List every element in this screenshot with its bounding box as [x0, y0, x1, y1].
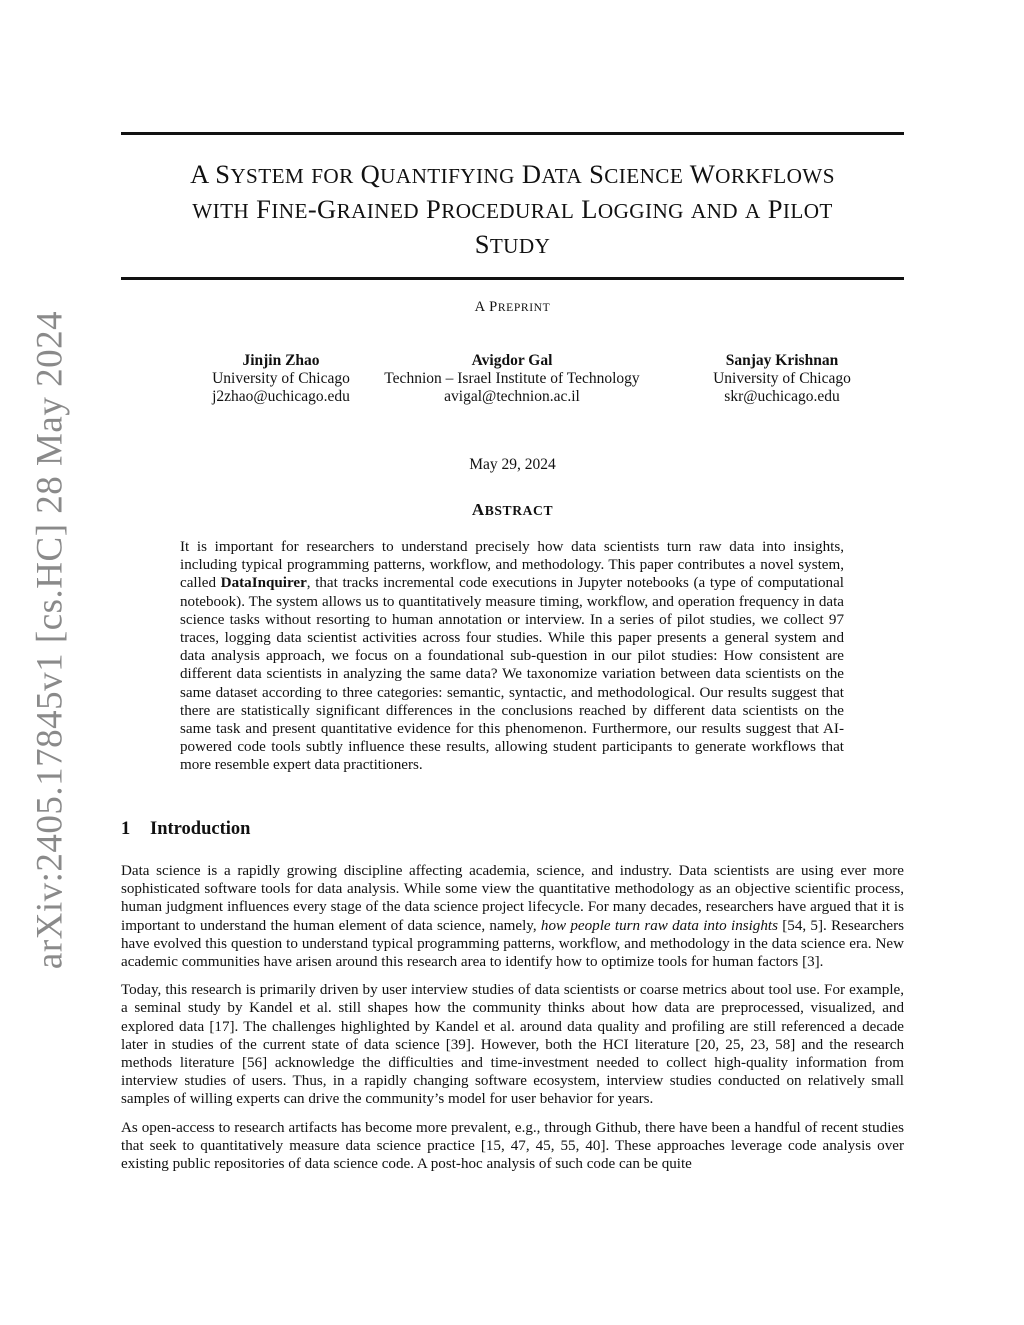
title-smallcaps-segment: ORKFLOWS — [715, 164, 835, 188]
title-segment: D — [514, 159, 542, 189]
title-smallcaps-segment: A — [745, 199, 761, 223]
title-segment: P — [419, 194, 442, 224]
title-segment: S — [474, 229, 490, 259]
abstract-text — [180, 538, 844, 775]
title-smallcaps-segment: AND — [690, 199, 739, 223]
paragraph-3: As open-access to research artifacts has become more prevalent, e.g., through Github, there have been a handful of recent studies that seek to quantitatively measure data science practice [15, 47, 45, 55, 40]. These approaches leverage code analysis over existing public repositories of data science code. A post-hoc analysis of such code can be quite — [121, 1119, 904, 1173]
title-segment: L — [574, 194, 598, 224]
title-smallcaps-segment: YSTEM — [230, 164, 305, 188]
author-name: Jinjin Zhao — [242, 352, 320, 369]
introduction-body — [121, 862, 904, 1183]
paragraph-1-italic: how people turn raw data into insights — [540, 917, 778, 934]
preprint-label-first: A P — [474, 299, 498, 315]
title-segment: S — [582, 159, 605, 189]
author-email: skr@uchicago.edu — [724, 388, 840, 405]
author-email: j2zhao@uchicago.edu — [212, 388, 350, 405]
author-affiliation: University of Chicago — [212, 370, 350, 387]
section-number: 1 — [121, 819, 131, 839]
publication-date: May 29, 2024 — [469, 456, 556, 473]
title-segment — [684, 194, 691, 224]
system-name-bold: DataInquirer — [220, 575, 307, 592]
title-smallcaps-segment: RAINED — [336, 199, 420, 223]
title-segment: -G — [307, 194, 337, 224]
paper-title — [121, 158, 904, 263]
paragraph-1-text-a: Data science is a rapidly growing discipline affecting academia, science, and industry. Data scientists are using ever more sophisticated software tools for data analysis. While some view the quantitative methodology as an objective scientific process, human judgment influences every stage of the data science project lifecycle. For many decades, researchers have argued that it is important to understand the human element of data science, namely, — [121, 863, 904, 934]
abstract-heading-rest: BSTRACT — [484, 503, 554, 518]
section-title: Introduction — [150, 819, 251, 839]
title-smallcaps-segment: UANTIFYING — [380, 164, 515, 188]
title-line-3 — [121, 228, 904, 263]
title-smallcaps-segment: WITH — [192, 199, 250, 223]
paragraph-1 — [121, 862, 904, 971]
author-2 — [362, 352, 662, 406]
arxiv-identifier-stamp: arXiv:2405.17845v1 [cs.HC] 28 May 2024 — [29, 310, 71, 970]
title-smallcaps-segment: ILOT — [782, 199, 833, 223]
author-name: Sanjay Krishnan — [725, 352, 839, 369]
paragraph-2: Today, this research is primarily driven by user interview studies of data scientists or coarse metrics about tool use. For example, a seminal study by Kandel et al. still shapes how the community thinks about how data are preprocessed, visualized, and explored data [17]. The challenges highlighted by Kandel et al. around data quality and profiling are still referenced a decade later in studies of the current state of data science [39]. However, both the HCI literature [20, 25, 23, 58] and the research methods literature [56] acknowledge the difficulties and time-investment needed to collect high-quality information from interview studies of users. Thus, in a rapidly changing software ecosystem, interview studies conducted on relatively small samples of willing experts can drive the community’s model for user behavior for years. — [121, 982, 904, 1108]
title-line-2 — [121, 193, 904, 228]
preprint-label-rest: REPRINT — [497, 301, 551, 314]
abstract-heading-first: A — [471, 500, 485, 519]
title-smallcaps-segment: FOR — [311, 164, 354, 188]
title-smallcaps-segment: OGGING — [597, 199, 684, 223]
author-affiliation: Technion – Israel Institute of Technology — [384, 370, 640, 387]
paragraph-1-text-b: [54, 5]. Researchers have evolved this question to understand typical programming patterns, workflow, and methodology in the data science era. New academic communities have arisen around this research area to identify how to optimize tools for human factors [3]. — [121, 917, 904, 971]
preprint-label — [121, 299, 904, 316]
title-segment: A S — [190, 159, 231, 189]
title-segment — [738, 194, 745, 224]
author-affiliation: University of Chicago — [713, 370, 851, 387]
author-name: Avigdor Gal — [471, 352, 553, 369]
title-smallcaps-segment: TUDY — [489, 234, 551, 258]
title-segment: P — [760, 194, 783, 224]
title-segment: Q — [353, 159, 381, 189]
abstract-text-part-1: It is important for researchers to understand precisely how data scientists turn raw data into insights, including typical programming patterns, workflow, and methodology. This paper contributes a novel system, called — [180, 539, 844, 592]
title-smallcaps-segment: CIENCE — [604, 164, 684, 188]
title-bottom-rule — [121, 277, 904, 280]
abstract-text-part-2: , that tracks incremental code executions in Jupyter notebooks (a type of computational notebook). The system allows us to quantitatively measure timing, workflow, and operation frequency in data science tasks without resorting to human annotation or interview. In a series of pilot studies, we collect 97 traces, logging data scientist activities across four studies. While this paper presents a general system and data analysis approach, we focus on a foundational sub-question in our pilot studies: How consistent are different data scientists in analyzing the same data? We taxonomize variation between data scientists on the same dataset according to three categories: semantic, syntactic, and methodological. Our results suggest that there are statistically significant differences in the conclusions reached by different data scientists on the same task and present quantitative evidence for this phenomenon. Furthermore, our results suggest that AI-powered code tools subtly influence these results, allowing student participants to generate workflows that more resemble expert data practitioners. — [180, 575, 844, 774]
section-heading-introduction — [121, 819, 250, 840]
author-email: avigal@technion.ac.il — [444, 388, 580, 405]
title-smallcaps-segment: INE — [271, 199, 308, 223]
title-segment: F — [249, 194, 272, 224]
title-smallcaps-segment: ROCEDURAL — [441, 199, 575, 223]
author-block — [121, 352, 904, 412]
abstract-heading — [121, 500, 904, 520]
title-smallcaps-segment: ATA — [541, 164, 583, 188]
title-segment: W — [683, 159, 716, 189]
author-3 — [662, 352, 902, 406]
title-top-rule — [121, 132, 904, 135]
title-line-1 — [121, 158, 904, 193]
